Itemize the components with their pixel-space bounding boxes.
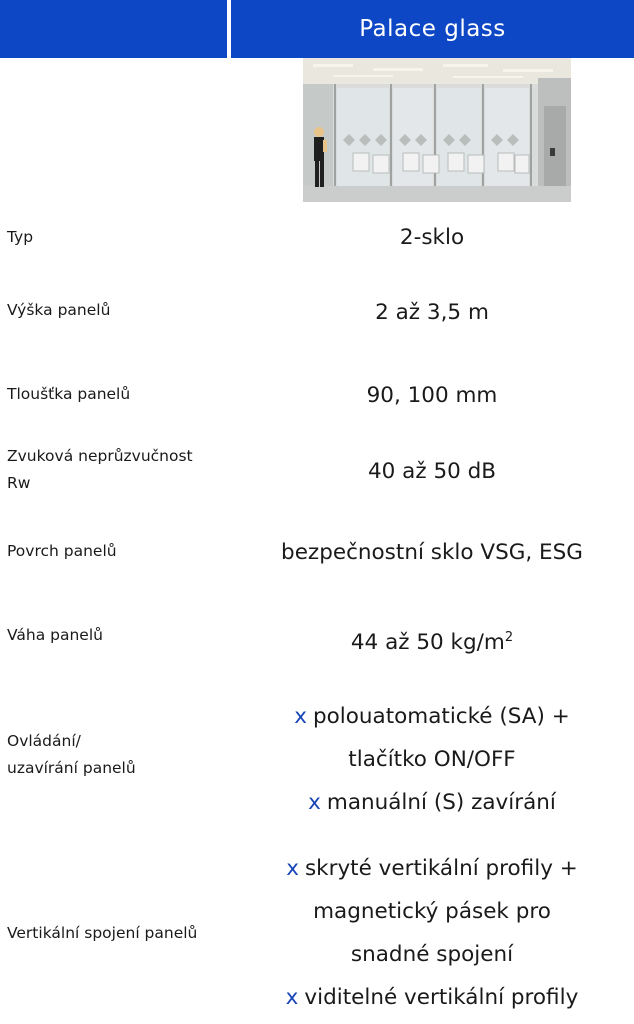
row-label-line: uzavírání panelů bbox=[7, 759, 136, 777]
joint-option-hidden-cont: magnetický pásek pro bbox=[313, 899, 551, 924]
product-photo bbox=[303, 58, 571, 202]
control-option-manual bbox=[232, 781, 632, 824]
row-label-thickness: Tloušťka panelů bbox=[7, 385, 131, 403]
bullet-x-icon: x bbox=[285, 985, 299, 1010]
row-label-vertical-joint: Vertikální spojení panelů bbox=[7, 924, 198, 942]
header-blank-cell bbox=[0, 0, 227, 58]
option-text: viditelné vertikální profily bbox=[304, 985, 579, 1010]
row-label-sound-insulation bbox=[7, 443, 232, 497]
joint-option-hidden-cont: snadné spojení bbox=[350, 942, 514, 967]
row-label-line: Rw bbox=[7, 474, 31, 492]
bullet-x-icon: x bbox=[308, 790, 321, 815]
weight-value-text: 44 až 50 kg/m bbox=[350, 630, 505, 656]
row-value-vertical-joint bbox=[232, 847, 632, 1019]
row-label-height: Výška panelů bbox=[7, 301, 111, 319]
bullet-x-icon: x bbox=[286, 856, 299, 881]
row-value-weight bbox=[232, 622, 632, 659]
row-value-thickness: 90, 100 mm bbox=[366, 383, 498, 408]
row-label-weight: Váha panelů bbox=[7, 626, 103, 644]
row-value-sound-insulation: 40 až 50 dB bbox=[367, 459, 497, 484]
row-label-control bbox=[7, 728, 232, 782]
control-option-semiauto bbox=[232, 695, 632, 738]
row-label-line: Zvuková neprůzvučnost bbox=[7, 447, 193, 465]
option-text: polouatomatické (SA) + bbox=[312, 704, 570, 729]
row-label-line: Ovládání/ bbox=[7, 732, 81, 750]
row-value-type: 2-sklo bbox=[399, 225, 465, 250]
joint-option-visible bbox=[232, 976, 632, 1019]
option-text: skryté vertikální profily + bbox=[304, 856, 578, 881]
row-value-surface: bezpečnostní sklo VSG, ESG bbox=[281, 540, 583, 565]
bullet-x-icon: x bbox=[294, 704, 307, 729]
row-value-height: 2 až 3,5 m bbox=[375, 300, 489, 325]
header-title-cell bbox=[231, 0, 634, 58]
row-label-surface: Povrch panelů bbox=[7, 542, 117, 560]
row-value-control bbox=[232, 695, 632, 824]
product-title: Palace glass bbox=[359, 16, 506, 42]
option-text: manuální (S) zavírání bbox=[326, 790, 556, 815]
weight-unit-superscript: 2 bbox=[504, 630, 514, 645]
control-option-semiauto-cont: tlačítko ON/OFF bbox=[348, 747, 516, 772]
row-label-type: Typ bbox=[7, 228, 34, 246]
joint-option-hidden bbox=[232, 847, 632, 890]
